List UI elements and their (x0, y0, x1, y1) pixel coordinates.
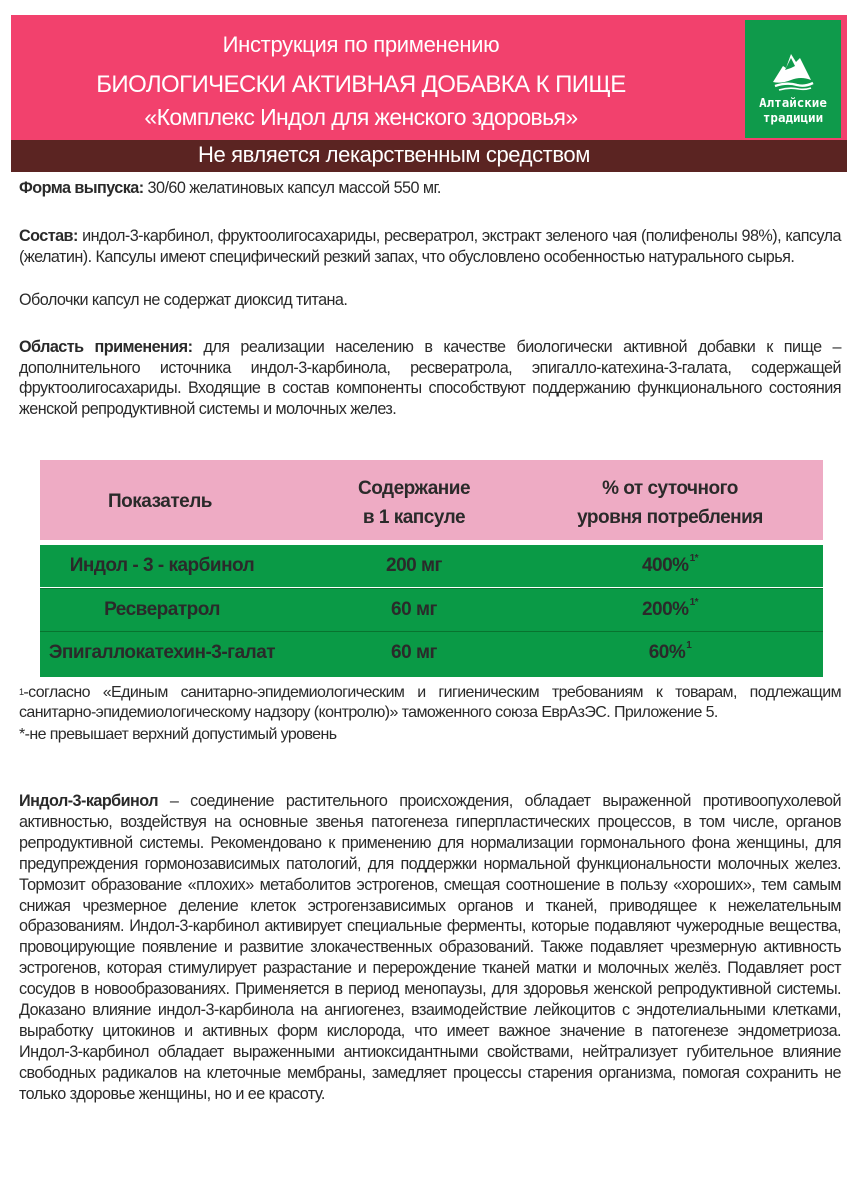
row-percent (520, 555, 820, 577)
row-amount: 200 мг (386, 555, 442, 576)
brand-logo (745, 20, 841, 138)
indol-description (19, 791, 841, 1105)
release-form (19, 178, 841, 199)
footnotes (19, 683, 841, 745)
header-daily-percent-line1: % от суточного (602, 478, 738, 499)
table-header (40, 460, 823, 540)
footnote-mark: 1 (686, 640, 692, 651)
row-amount: 60 мг (391, 599, 437, 620)
table-row (40, 588, 823, 631)
row-name: Эпигаллокатехин-3-галат (48, 642, 276, 663)
application-area-label: Область применения: (19, 338, 193, 356)
brand-name-line1: Алтайские (759, 95, 827, 110)
row-percent-value: 200% (641, 599, 689, 620)
disclaimer-banner (11, 140, 847, 172)
composition-label: Состав: (19, 227, 78, 245)
row-percent (520, 642, 820, 664)
release-form-text: 30/60 желатиновых капсул массой 550 мг. (143, 179, 441, 197)
row-name: Индол - 3 - карбинол (69, 555, 255, 576)
footnote-2: *-не превышает верхний допустимый уровень (19, 725, 337, 743)
composition (19, 226, 841, 267)
header-indicator: Показатель (108, 491, 212, 512)
header-daily-percent (520, 474, 820, 532)
application-area-text: для реализации населению в качестве биологически активной добавки к пище – дополнительного источника индол-3-карбинола, ресвератрола, эпигалло-катехина-3-галата, содержащей фруктоолигосахариды. Входящие в состав компоненты способствуют поддержанию функционального состояния женской репродуктивной системы и молочных желез. (19, 338, 841, 418)
disclaimer-text: Не является лекарственным средством (198, 142, 590, 167)
indol-label: Индол-3-карбинол (19, 792, 158, 810)
row-amount: 60 мг (391, 642, 437, 663)
footnote-1-text: -согласно «Единым санитарно-эпидемиологическим и гигиеническим требованиям к товарам, подлежащим санитарно-эпидемиологическому надзору (контролю)» таможенного союза ЕврАзЭС. Приложение 5. (19, 684, 841, 722)
footnote-mark: 1* (689, 597, 699, 608)
brand-name-line2: традиции (762, 110, 824, 125)
mountain-icon (771, 46, 815, 92)
indol-text: – соединение растительного происхождения, обладает выраженной противоопухолевой активностью, воздействуя на основные звенья патогенеза гиперпластических процессов, в том числе, органов репродуктивной системы. Рекомендовано к применению для нормализации гормонального фона женщины, для предупреждения гормонозависимых патологий, для поддержки нормальной функциональности молочных желез. Тормозит образование «плохих» метаболитов эстрогенов, смещая соотношение в пользу «хороших», тем самым снижая чрезмерное деление клеток эстрогензависимых органов и тканей, приводящее к нежелательным образованиям. Индол-3-карбинол активирует специальные ферменты, которые подавляют чужеродные вещества, провоцирующие появление и развитие злокачественных образований. Также подавляет чрезмерную активность эстрогенов, которая стимулирует разрастание и перерождение тканей матки и молочных желёз. Подавляет рост сосудов в новообразованиях. Применяется в период менопаузы, для здоровья женской репродуктивной системы. Доказано влияние индол-3-карбинола на ангиогенез, взаимодействие лейкоцитов с эндотелиальными клетками, выработку цитокинов и активных форм кислорода, что имеет важное значение в патогенезе эндометриоза. Индол-3-карбинол обладает выраженными антиоксидантными свойствами, нейтрализует губительное влияние свободных радикалов на клеточные мембраны, замедляет процессы старения организма, помогая сохранить не только здоровье женщины, но и ее красоту. (19, 792, 841, 1103)
composition-text: индол-3-карбинол, фруктоолигосахариды, ресвератрол, экстракт зеленого чая (полифенолы 98%), капсула (желатин). Капсулы имеют специфический резкий запах, что обусловлено особенностью натурального сырья. (19, 227, 841, 266)
header-content (295, 474, 533, 532)
composition-note: Оболочки капсул не содержат диоксид титана. (19, 291, 348, 309)
product-category: БИОЛОГИЧЕСКИ АКТИВНАЯ ДОБАВКА К ПИЩЕ (96, 71, 626, 98)
header-daily-percent-line2: уровня потребления (577, 507, 763, 528)
instruction-title: Инструкция по применению (222, 32, 500, 57)
header-content-line1: Содержание (357, 478, 471, 499)
table-row (40, 545, 823, 587)
row-percent-value: 400% (641, 555, 689, 576)
footnote-mark: 1* (689, 553, 699, 564)
header (11, 15, 847, 140)
footnote-1 (19, 683, 841, 724)
row-percent (520, 599, 820, 621)
footnote-1-mark: 1 (19, 687, 24, 697)
application-area (19, 337, 841, 419)
product-name: «Комплекс Индол для женского здоровья» (144, 104, 578, 130)
table-row (40, 631, 823, 677)
row-percent-value: 60% (648, 642, 686, 663)
release-form-label: Форма выпуска: (19, 179, 144, 197)
header-content-line2: в 1 капсуле (362, 507, 466, 528)
row-name: Ресвератрол (104, 599, 220, 620)
